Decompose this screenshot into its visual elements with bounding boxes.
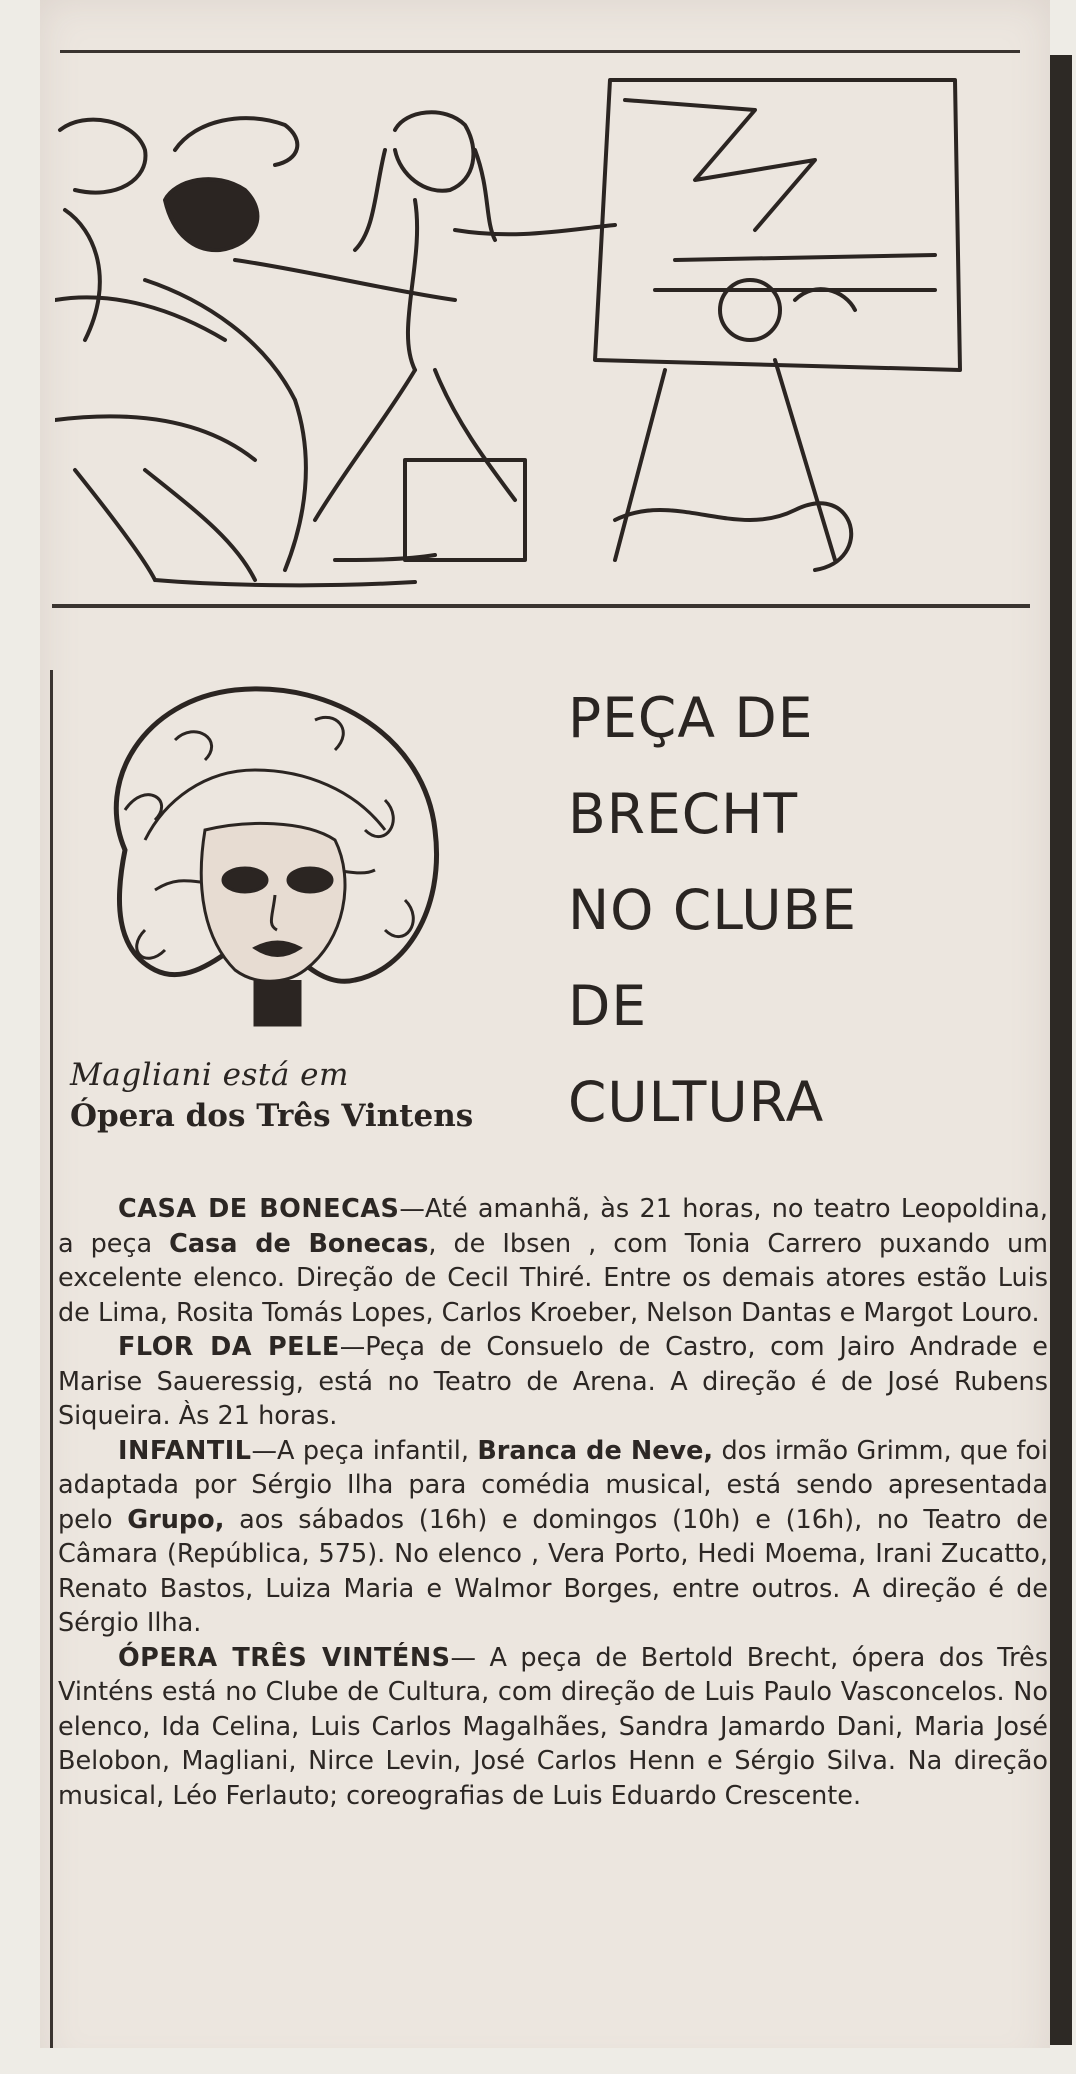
cartoon-illustration — [55, 40, 1035, 600]
paragraph-text: —Peça de Consuelo de Castro, com Jairo Andrade e Marise Saueressig, está no Teatro de Arena. A direção é de José Rubens Siqueira. Às 21 horas. — [58, 1332, 1048, 1431]
paragraph-casa-de-bonecas — [58, 1192, 1048, 1330]
headline-line: PEÇA DE — [568, 686, 814, 750]
bold-title: Branca de Neve, — [477, 1435, 714, 1466]
caption-line-1: Magliani está em — [70, 1057, 349, 1093]
paragraph-opera-tres-vintens — [58, 1641, 1048, 1814]
paragraph-infantil — [58, 1434, 1048, 1641]
caption-line-2: Ópera dos Três Vintens — [70, 1098, 474, 1134]
illustration-bottom-rule — [52, 604, 1030, 608]
portrait-drawing — [85, 680, 455, 1060]
paragraph-text: aos sábados (16h) e domingos (10h) e (16h), no Teatro de Câmara (República, 575). No elenco , Vera Porto, Hedi Moema, Irani Zucatto, Renato Bastos, Luiza Maria e Walmor Borges, entre outros. A direção é de Sérgio Ilha. — [58, 1504, 1048, 1638]
bold-title: Grupo, — [127, 1504, 225, 1535]
paragraph-text: , de Ibsen , com Tonia Carrero puxando um excelente elenco. Direção de Cecil Thiré. Entre os demais atores estão Luis de Lima, Rosita Tomás Lopes, Carlos Kroeber, Nelson Dantas e Margot Louro. — [58, 1228, 1049, 1328]
photo-caption — [70, 1055, 550, 1137]
paragraph-text: —A peça infantil, — [251, 1435, 478, 1466]
column-edge-shadow — [1050, 55, 1072, 2045]
paragraph-text: dos irmão Grimm, que foi adaptada por Sérgio Ilha para comédia musical, está sendo apresentada pelo — [58, 1435, 1048, 1535]
headline-line: DE — [568, 974, 648, 1038]
paragraph-text: —Até amanhã, às 21 horas, no teatro Leopoldina, a peça — [58, 1194, 1048, 1259]
paragraph-lead: FLOR DA PELE — [118, 1332, 340, 1362]
paragraph-text: — A peça de Bertold Brecht, ópera dos Três Vinténs está no Clube de Cultura, com direção de Luis Paulo Vasconcelos. No elenco, Ida Celina, Luis Carlos Magalhães, Sandra Jamardo Dani, Maria José Belobon, Magliani, Nirce Levin, José Carlos Henn e Sérgio Silva. Na direção musical, Léo Ferlauto; coreografias de Luis Eduardo Crescente. — [58, 1642, 1048, 1811]
paragraph-lead: INFANTIL — [118, 1435, 252, 1466]
paragraph-flor-da-pele — [58, 1330, 1048, 1434]
clipping-cut-edge — [40, 2048, 1050, 2074]
headline-line: CULTURA — [568, 1070, 825, 1134]
article-body — [58, 1192, 1048, 1813]
article-headline — [568, 670, 1008, 1150]
paragraph-lead: CASA DE BONECAS — [118, 1194, 400, 1224]
headline-line: NO CLUBE — [568, 878, 857, 942]
paragraph-lead: ÓPERA TRÊS VINTÉNS — [118, 1642, 451, 1673]
left-column-rule — [50, 670, 53, 2050]
bold-title: Casa de Bonecas — [169, 1228, 429, 1259]
headline-line: BRECHT — [568, 782, 799, 846]
